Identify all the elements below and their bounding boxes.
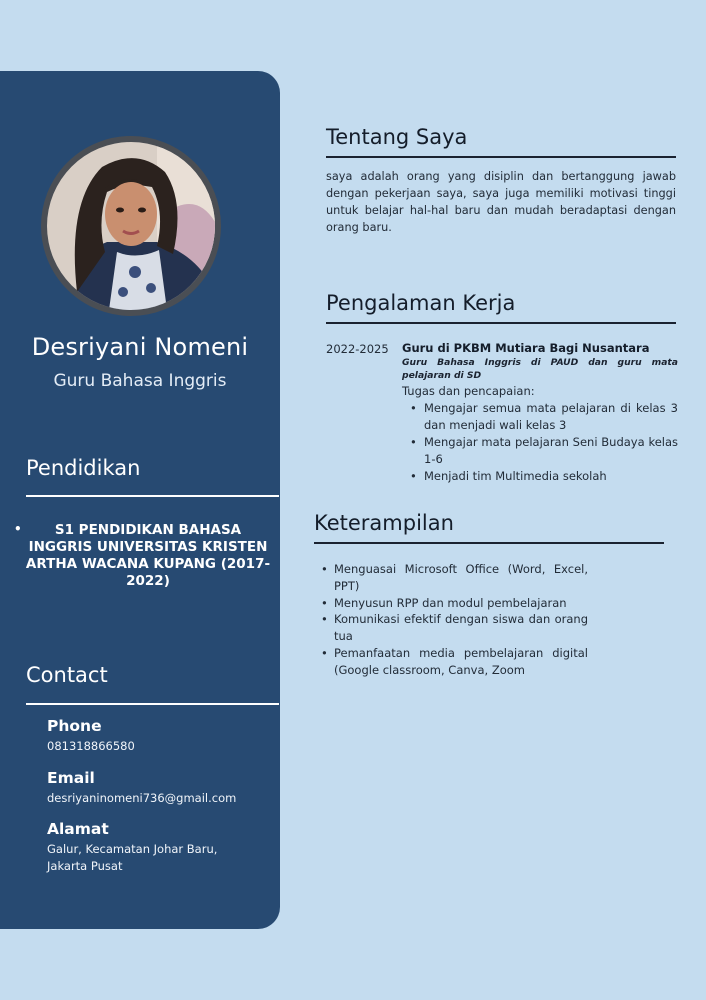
- education-item-text: S1 PENDIDIKAN BAHASA INGGRIS UNIVERSITAS KRISTEN ARTHA WACANA KUPANG (2017-2022): [25, 522, 271, 589]
- list-item: • Komunikasi efektif dengan siswa dan orang tua: [320, 611, 588, 645]
- education-item: [14, 522, 274, 590]
- job-years: 2022-2025: [326, 342, 389, 356]
- profile-photo: [41, 136, 221, 316]
- education-heading: Pendidikan: [26, 456, 141, 480]
- skills-heading: Keterampilan: [314, 511, 454, 535]
- list-item: • Mengajar semua mata pelajaran di kelas 3 dan menjadi wali kelas 3: [406, 400, 678, 434]
- skills-list: [320, 561, 588, 679]
- sidebar: [0, 71, 280, 929]
- bullet-icon: •: [14, 522, 22, 536]
- job-subtitle: Guru Bahasa Inggris di PAUD dan guru mata pelajaran di SD: [402, 357, 678, 381]
- list-item: • Menguasai Microsoft Office (Word, Excel, PPT): [320, 561, 588, 595]
- contact-email: [47, 769, 277, 807]
- email-label: Email: [47, 769, 95, 787]
- profile-role: Guru Bahasa Inggris: [53, 371, 227, 391]
- contact-divider: [26, 703, 279, 705]
- job-points: [406, 400, 678, 485]
- email-value: desriyaninomeni736@gmail.com: [47, 791, 237, 805]
- experience-divider: [326, 322, 676, 324]
- about-text: saya adalah orang yang disiplin dan bertanggung jawab dengan pekerjaan saya, saya juga memiliki motivasi tinggi untuk belajar hal-hal baru dan mudah beradaptasi dengan orang baru.: [326, 170, 676, 234]
- address-value: Galur, Kecamatan Johar Baru, Jakarta Pusat: [47, 842, 218, 873]
- experience-heading: Pengalaman Kerja: [326, 291, 516, 315]
- contact-address: [47, 820, 247, 875]
- phone-label: Phone: [47, 717, 102, 735]
- list-item: • Pemanfaatan media pembelajaran digital (Google classroom, Canva, Zoom: [320, 645, 588, 679]
- phone-value: 081318866580: [47, 739, 135, 753]
- address-label: Alamat: [47, 820, 109, 838]
- contact-heading: Contact: [26, 663, 108, 687]
- profile-name: Desriyani Nomeni: [31, 333, 249, 361]
- job-intro: Tugas dan pencapaian:: [402, 384, 535, 398]
- contact-phone: [47, 717, 277, 755]
- list-item: • Menyusun RPP dan modul pembelajaran: [320, 595, 588, 612]
- skills-divider: [314, 542, 664, 544]
- about-heading: Tentang Saya: [326, 125, 468, 149]
- about-divider: [326, 156, 676, 158]
- education-divider: [26, 495, 279, 497]
- job-title: Guru di PKBM Mutiara Bagi Nusantara: [402, 341, 650, 355]
- list-item: • Mengajar mata pelajaran Seni Budaya kelas 1-6: [406, 434, 678, 468]
- profile-photo-image: [47, 142, 215, 310]
- list-item: • Menjadi tim Multimedia sekolah: [406, 468, 678, 485]
